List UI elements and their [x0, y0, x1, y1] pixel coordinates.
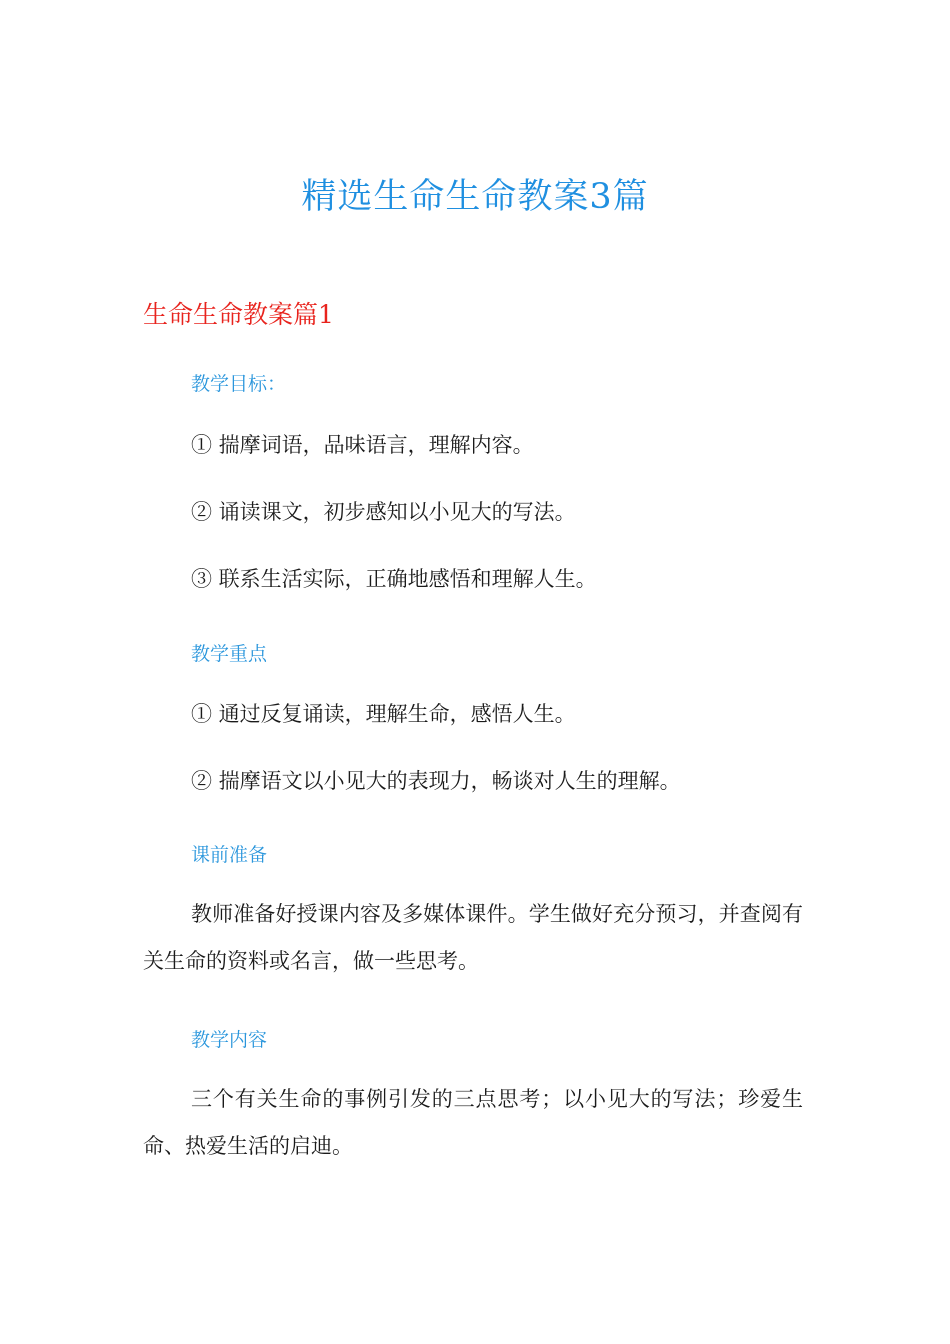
objective-item-3: ③ 联系生活实际，正确地感悟和理解人生。	[191, 567, 597, 591]
preparation-paragraph: 教师准备好授课内容及多媒体课件。学生做好充分预习，并查阅有关生命的资料或名言，做一些思考。	[143, 902, 803, 973]
document-title: 精选生命生命教案3篇	[301, 177, 649, 217]
key-point-item-1: ① 通过反复诵读，理解生命，感悟人生。	[191, 702, 576, 726]
content-label: 教学内容	[191, 1029, 268, 1051]
key-point-item-2: ② 揣摩语文以小见大的表现力，畅谈对人生的理解。	[191, 769, 681, 793]
key-points-label: 教学重点	[191, 643, 268, 665]
objectives-label: 教学目标：	[191, 373, 287, 395]
preparation-label: 课前准备	[191, 844, 268, 866]
content-paragraph: 三个有关生命的事例引发的三点思考；以小见大的写法；珍爱生命、热爱生活的启迪。	[143, 1087, 803, 1158]
objective-item-1: ① 揣摩词语，品味语言，理解内容。	[191, 433, 534, 457]
section-heading: 生命生命教案篇1	[143, 300, 334, 329]
objective-item-2: ② 诵读课文，初步感知以小见大的写法。	[191, 500, 576, 524]
